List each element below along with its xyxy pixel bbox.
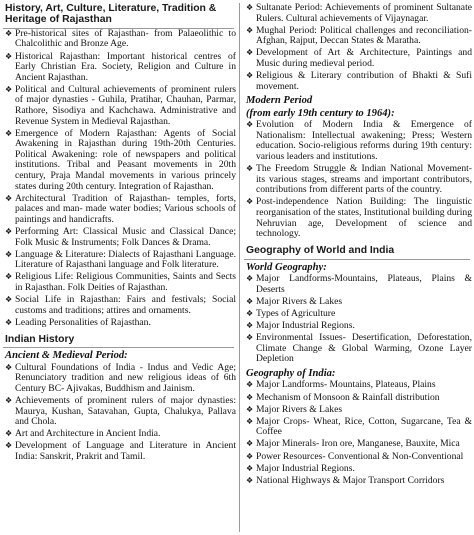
rajasthan-topic-list: [3, 29, 236, 329]
ancient-medieval-subheading: Ancient & Medieval Period:: [5, 350, 128, 362]
indian-history-heading-box: [3, 334, 234, 348]
syllabus-item-text: Major Rivers & Lakes: [256, 403, 343, 415]
syllabus-item: [3, 396, 236, 428]
syllabus-item: [3, 85, 236, 127]
syllabus-item-text: Historical Rajasthan: Important historical centres of Early Christian Era. Society, Religion and Culture in Ancient Rajasthan.: [15, 50, 236, 83]
syllabus-item-text: Leading Personalities of Rajasthan.: [15, 316, 151, 328]
syllabus-item: [244, 464, 472, 475]
world-geography-subheading: World Geography:: [246, 261, 327, 273]
syllabus-item-text: Post-independence Nation Building: The linguistic reorganisation of the states, Institutional building during Nehruvian age, Development of science and technology.: [256, 196, 472, 240]
syllabus-item-text: Religious Life: Religious Communities, Saints and Sects in Rajasthan. Folk Deities of Rajasthan.: [15, 271, 236, 293]
bullet-icon: ❖: [5, 396, 13, 406]
syllabus-item: [244, 321, 472, 332]
bullet-icon: ❖: [246, 439, 254, 449]
geography-heading-box: [244, 245, 470, 259]
syllabus-item: [244, 393, 472, 404]
syllabus-item-text: Art and Architecture in Ancient India.: [15, 428, 161, 440]
syllabus-item: [3, 250, 236, 271]
syllabus-item-text: Social Life in Rajasthan: Fairs and festivals; Social customs and traditions; attires and ornaments.: [15, 294, 236, 316]
modern-period-subheading: Modern Period: [246, 95, 313, 107]
bullet-icon: ❖: [246, 25, 254, 35]
bullet-icon: ❖: [246, 308, 254, 318]
bullet-icon: ❖: [5, 429, 13, 439]
bullet-icon: ❖: [246, 71, 254, 81]
bullet-icon: ❖: [246, 333, 254, 343]
syllabus-item-text: Mughal Period: Political challenges and reconciliation-Afghan, Rajput, Deccan States & Maratha.: [256, 24, 472, 47]
syllabus-item-text: Major Minerals- Iron ore, Manganese, Bauxite, Mica: [256, 438, 460, 450]
syllabus-item-text: Cultural Foundations of India - Indus and Vedic Age; Renunciatory tradition and new religious ideas of 6th Century BC- Ajivakas, Buddhism and Jainism.: [15, 361, 236, 394]
syllabus-item: [244, 3, 472, 24]
syllabus-item: [3, 272, 236, 293]
bullet-icon: ❖: [246, 3, 254, 12]
syllabus-item-text: Major Industrial Regions.: [256, 462, 355, 474]
bullet-icon: ❖: [5, 317, 13, 327]
syllabus-item-text: Religious & Literary contribution of Bhakti & Sufi movement.: [256, 70, 472, 92]
ancient-topic-list: [3, 363, 236, 463]
syllabus-item: [3, 52, 236, 84]
bullet-icon: ❖: [5, 362, 13, 372]
syllabus-item-text: Major Rivers & Lakes: [256, 295, 343, 307]
bullet-icon: ❖: [5, 193, 13, 203]
syllabus-item: [244, 452, 472, 463]
world-geography-list: [244, 274, 472, 365]
syllabus-item-text: Development of Language and Literature in Ancient India: Sanskrit, Prakrit and Tamil.: [15, 440, 236, 462]
syllabus-item-text: Major Industrial Regions.: [256, 320, 355, 332]
syllabus-item: [244, 71, 472, 92]
syllabus-item-text: Environmental Issues- Desertification, Deforestation, Climate Change & Global Warming, Ozone Layer Depletion: [256, 332, 472, 365]
syllabus-item: [244, 26, 472, 47]
syllabus-item: [244, 48, 472, 69]
syllabus-item: [244, 274, 472, 295]
modern-period-range: (from early 19th century to 1964):: [246, 107, 395, 119]
bullet-icon: ❖: [5, 51, 13, 61]
bullet-icon: ❖: [246, 392, 254, 402]
bullet-icon: ❖: [246, 451, 254, 461]
bullet-icon: ❖: [246, 321, 254, 331]
syllabus-item: [244, 309, 472, 320]
syllabus-item-text: Pre-historical sites of Rajasthan- from Palaeolithic to Chalcolithic and Bronze Age.: [15, 27, 236, 50]
syllabus-item: [244, 380, 472, 391]
syllabus-item-text: Major Crops- Wheat, Rice, Cotton, Sugarcane, Tea & Coffee: [256, 415, 472, 438]
bullet-icon: ❖: [5, 272, 13, 282]
syllabus-item-text: Mechanism of Monsoon & Rainfall distribution: [256, 391, 440, 403]
bullet-icon: ❖: [5, 227, 13, 236]
syllabus-item: [3, 441, 236, 462]
rajasthan-heading: History, Art, Culture, Literature, Tradition & Heritage of Rajasthan: [5, 3, 217, 26]
syllabus-item: [244, 439, 472, 450]
syllabus-item: [3, 429, 236, 440]
bullet-icon: ❖: [5, 295, 13, 305]
bullet-icon: ❖: [246, 120, 254, 130]
bullet-icon: ❖: [5, 441, 13, 451]
syllabus-item-text: Power Resources- Conventional & Non-Conventional: [256, 450, 464, 462]
syllabus-item-text: Sultanate Period: Achievements of prominent Sultanate Rulers. Cultural achievements of Vijaynagar.: [256, 2, 472, 24]
bullet-icon: ❖: [246, 416, 254, 426]
syllabus-item: [244, 476, 472, 487]
syllabus-item-text: Architectural Tradition of Rajasthan- temples, forts, palaces and man- made water bodies; Various schools of paintings and handicrafts.: [15, 192, 236, 225]
syllabus-item: [244, 164, 472, 196]
bullet-icon: ❖: [246, 380, 254, 390]
syllabus-item-text: Political and Cultural achievements of prominent rulers of major dynasties - Guhila, Pratihar, Chauhan, Parmar, Rathore, Sisodiya and Kachchawa. Administrative and Revenue System in Medieval Rajasthan.: [15, 83, 236, 127]
syllabus-item: [3, 318, 236, 329]
syllabus-item-text: Development of Art & Architecture, Paintings and Music during medieval period.: [256, 47, 472, 69]
syllabus-item-text: Types of Agriculture: [256, 307, 336, 319]
india-geography-subheading: Geography of India:: [246, 367, 336, 379]
bullet-icon: ❖: [246, 274, 254, 284]
syllabus-item-text: The Freedom Struggle & Indian National Movement- its various stages, streams and important contributors, contributions from different parts of the country.: [256, 163, 472, 196]
syllabus-item: [244, 405, 472, 416]
bullet-icon: ❖: [246, 48, 254, 58]
syllabus-item-text: Performing Art: Classical Music and Classical Dance; Folk Music & Instruments; Folk Dances & Drama.: [15, 226, 236, 248]
syllabus-item: [3, 129, 236, 193]
bullet-icon: ❖: [246, 164, 254, 174]
syllabus-item: [244, 417, 472, 438]
syllabus-item: [244, 333, 472, 365]
right-column: [244, 3, 472, 488]
syllabus-item: [3, 29, 236, 50]
medieval-topic-list: [244, 3, 472, 92]
syllabus-item-text: Emergence of Modern Rajasthan: Agents of Social Awakening in Rajasthan during 19th-20th Centuries. Political Awakening: role of newspapers and political institutions. Tribal and Peasant movements in 20th century, Praja Mandal movements in various princely states during 20th century. Integration of Rajasthan.: [15, 127, 236, 192]
syllabus-item-text: Achievements of prominent rulers of major dynasties: Maurya, Kushan, Satavahan, Gupta, Chalukya, Pallava and Chola.: [15, 395, 236, 428]
indian-history-heading: Indian History: [5, 333, 75, 345]
bullet-icon: ❖: [246, 197, 254, 207]
syllabus-item: [244, 120, 472, 162]
syllabus-item-text: Language & Literature: Dialects of Rajasthani Language. Literature of Rajasthani language and Folk literature.: [15, 248, 236, 271]
syllabus-item: [3, 227, 236, 248]
left-column: [3, 3, 236, 464]
modern-topic-list: [244, 120, 472, 240]
geography-heading: Geography of World and India: [246, 245, 395, 257]
syllabus-item-text: Major Landforms- Mountains, Plateaus, Plains: [256, 379, 436, 391]
syllabus-item: [3, 194, 236, 226]
syllabus-item-text: Evolution of Modern India & Emergence of Nationalism: Intellectual awakening; Press; Western education. Socio-religious reforms during 19th century: various leaders and institutions.: [256, 119, 472, 163]
bullet-icon: ❖: [5, 84, 13, 94]
column-divider: [239, 3, 240, 532]
bullet-icon: ❖: [246, 475, 254, 485]
syllabus-item: [244, 197, 472, 239]
bullet-icon: ❖: [246, 463, 254, 473]
syllabus-item-text: National Highways & Major Transport Corridors: [256, 474, 445, 486]
bullet-icon: ❖: [246, 404, 254, 414]
syllabus-item: [244, 297, 472, 308]
bullet-icon: ❖: [246, 296, 254, 306]
bullet-icon: ❖: [5, 28, 13, 38]
syllabus-item: [3, 363, 236, 395]
bullet-icon: ❖: [5, 249, 13, 259]
syllabus-item-text: Major Landforms-Mountains, Plateaus, Plains & Deserts: [256, 273, 472, 295]
rajasthan-heading-box: [3, 3, 234, 29]
syllabus-item: [3, 295, 236, 316]
india-geography-list: [244, 380, 472, 486]
bullet-icon: ❖: [5, 128, 13, 138]
